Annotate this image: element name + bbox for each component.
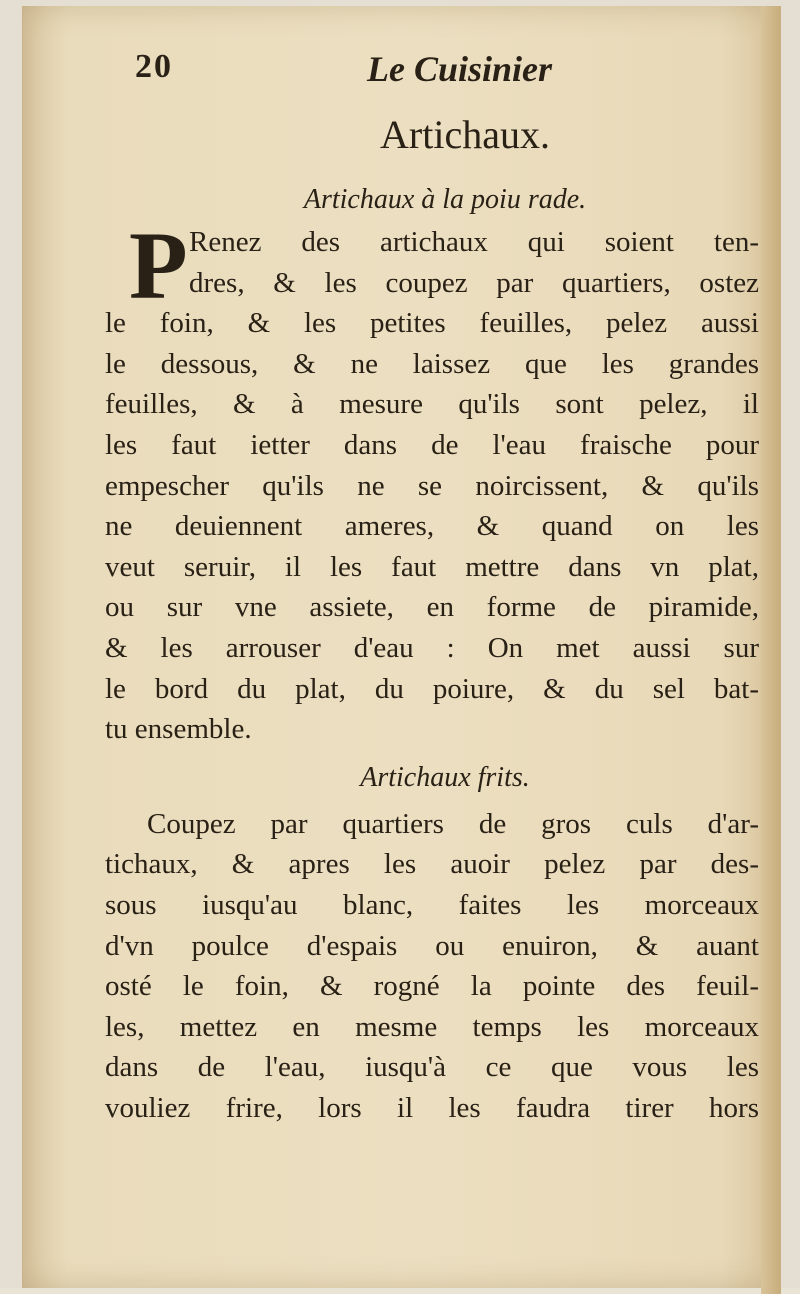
text-line: ou sur vne assiete, en forme de piramide,: [105, 591, 759, 624]
recipe-body-frits: [105, 804, 765, 1129]
text-line: Coupez par quartiers de gros culs d'ar-: [147, 807, 759, 840]
text-line: le foin, & les petites feuilles, pelez aussi: [105, 307, 759, 340]
page-number: 20: [135, 48, 173, 85]
text-line: d'vn poulce d'espais ou enuiron, & auant: [105, 929, 759, 962]
recipe-paragraph: [105, 222, 765, 750]
text-line: ne deuiennent ameres, & quand on les: [105, 510, 759, 543]
text-line: les faut ietter dans de l'eau fraische pour: [105, 428, 759, 461]
text-line: sous iusqu'au blanc, faites les morceaux: [105, 888, 759, 921]
recipe-title-frits: Artichaux frits.: [360, 761, 530, 793]
recipe-body-poiurade: [105, 212, 765, 750]
text-line: les, mettez en mesme temps les morceaux: [105, 1010, 759, 1043]
text-line: empescher qu'ils ne se noircissent, & qu'ils: [105, 469, 759, 502]
text-line: vouliez frire, lors il les faudra tirer hors: [105, 1091, 759, 1124]
text-line: le dessous, & ne laissez que les grandes: [105, 347, 759, 380]
page-edge: [761, 6, 781, 1294]
section-title: Artichaux.: [380, 112, 550, 157]
book-page: [22, 6, 781, 1288]
text-line: tu ensemble.: [105, 713, 252, 746]
page-content: [105, 44, 765, 1128]
text-line: feuilles, & à mesure qu'ils sont pelez, il: [105, 388, 759, 421]
recipe-title-poiurade: Artichaux à la poiu rade.: [303, 184, 587, 215]
text-line: tichaux, & apres les auoir pelez par des-: [105, 848, 759, 881]
text-line: osté le foin, & rogné la pointe des feuil-: [105, 970, 759, 1003]
text-line: & les arrouser d'eau : On met aussi sur: [105, 631, 759, 664]
running-head: Le Cuisinier: [367, 49, 553, 89]
page-header: [105, 44, 765, 100]
text-line: dres, & les coupez par quartiers, ostez: [189, 266, 759, 299]
text-line: dans de l'eau, iusqu'à ce que vous les: [105, 1051, 759, 1084]
drop-cap: P: [129, 212, 188, 319]
text-line: Renez des artichaux qui soient ten-: [189, 226, 759, 258]
text-line: veut seruir, il les faut mettre dans vn plat,: [105, 550, 759, 583]
text-line: le bord du plat, du poiure, & du sel bat-: [105, 672, 759, 705]
